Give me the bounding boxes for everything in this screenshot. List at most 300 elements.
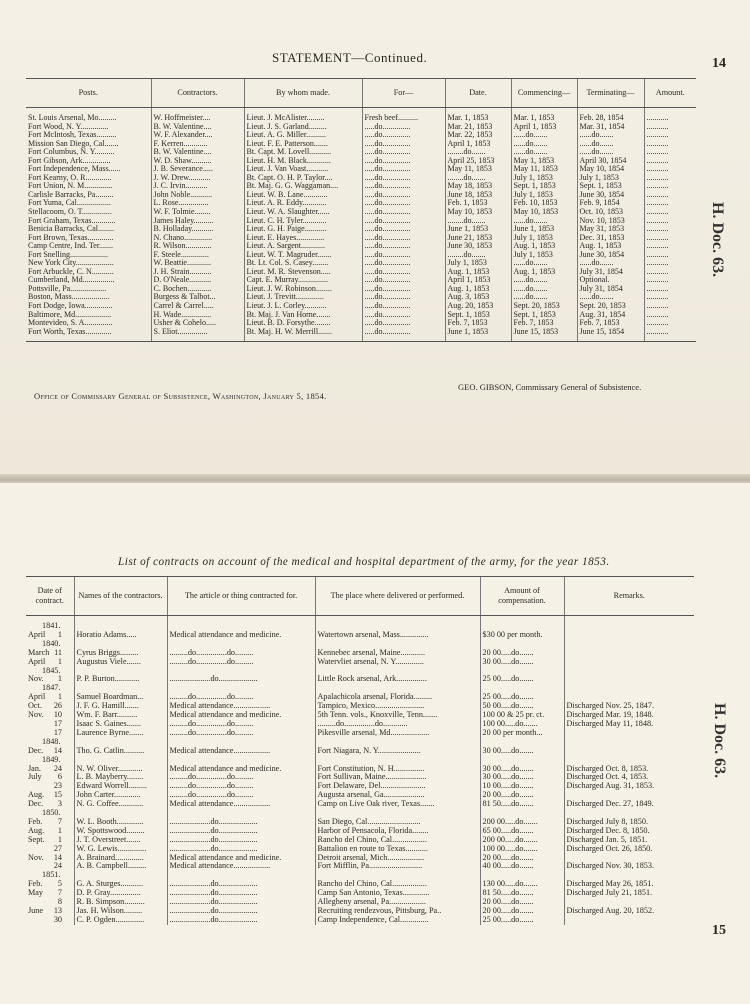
statement-cell: Lieut. J. Trevitt..............	[244, 293, 362, 302]
contract-row	[26, 693, 694, 702]
statement-cell: April 25, 1853	[445, 157, 511, 166]
statement-cell: June 15, 1853	[511, 328, 577, 342]
contract-remarks: Discharged Mar. 19, 1848.	[564, 711, 694, 720]
statement-cell: Lieut. J. Van Voast...........	[244, 165, 362, 174]
statement-cell: Montevideo, S. A..............	[28, 319, 113, 328]
statement-cell: Aug. 1, 1853	[445, 285, 511, 294]
statement-cell: .....do..............	[362, 259, 445, 268]
contract-amount: 30 00.....do.......	[480, 773, 564, 782]
contract-day: 17	[53, 728, 62, 737]
statement-cell: Mar. 21, 1853	[445, 123, 511, 132]
contract-day: 1	[57, 693, 62, 702]
contract-remarks: Discharged Dec. 27, 1849.	[564, 800, 694, 809]
contract-name: Tho. G. Catlin..........	[74, 747, 167, 756]
statement-cell: June 30, 1854	[577, 191, 644, 200]
statement-cell: ...........	[644, 251, 696, 260]
statement-cell: June 15, 1854	[577, 328, 644, 342]
contract-amount: 20 00.....do.......	[480, 907, 564, 916]
contract-remarks	[564, 649, 694, 658]
contract-row	[26, 800, 694, 809]
contract-amount: 40 00.....do.......	[480, 862, 564, 871]
empty-cell	[315, 738, 480, 747]
contract-article: ....................do...................	[167, 675, 315, 684]
contract-place: Detroit arsenal, Mich..................	[315, 854, 480, 863]
contract-row	[26, 791, 694, 800]
statement-cell: May 10, 1854	[577, 165, 644, 174]
statement-cell: Optional.	[577, 276, 644, 285]
contract-place: Allegheny arsenal, Pa..................	[315, 898, 480, 907]
statement-row	[26, 148, 696, 157]
signature-line	[458, 382, 641, 392]
contract-amount: 200 00.....do.......	[480, 818, 564, 827]
statement-row	[26, 259, 696, 268]
contracts-col-header: Remarks.	[564, 577, 694, 616]
contract-amount: 100 00.....do.......	[480, 720, 564, 729]
statement-cell: Feb. 7, 1853	[445, 319, 511, 328]
statement-cell: J. H. Strain...........	[151, 268, 244, 277]
statement-cell: July 1, 1853	[511, 174, 577, 183]
statement-cell: ........do.......	[445, 217, 511, 226]
contract-date	[26, 675, 74, 684]
contract-article: .........do...............do.........	[167, 649, 315, 658]
statement-cell: Lieut. J. W. Robinson........	[244, 285, 362, 294]
statement-cell: .....do..............	[362, 268, 445, 277]
statement-cell: Aug. 1, 1853	[511, 268, 577, 277]
contract-date	[26, 854, 74, 863]
statement-cell: July 31, 1854	[577, 268, 644, 277]
contract-date	[26, 747, 74, 756]
contract-date	[26, 845, 74, 854]
contract-amount: 100 00.....do.......	[480, 845, 564, 854]
contract-year: 1841.	[42, 621, 61, 630]
empty-cell	[480, 684, 564, 693]
contract-month: Nov.	[28, 675, 44, 684]
statement-cell: Sept. 20, 1853	[511, 302, 577, 311]
contract-remarks: Discharged Oct. 8, 1853.	[564, 765, 694, 774]
statement-cell: Fort Gibson, Ark..............	[28, 156, 111, 165]
contract-day: 15	[53, 791, 62, 800]
statement-cell: ...........	[644, 242, 696, 251]
contract-date	[26, 658, 74, 667]
statement-cell: Lieut. E. Hayes..............	[244, 234, 362, 243]
contract-article: .........do...............do.........	[167, 729, 315, 738]
contract-month: Nov.	[28, 853, 44, 862]
contract-row	[26, 658, 694, 667]
statement-cell: Lieut. B. D. Forsythe........	[244, 319, 362, 328]
statement-cell: April 1, 1853	[445, 140, 511, 149]
statement-cell: June 21, 1853	[445, 234, 511, 243]
statement-cell: ......do.......	[577, 259, 644, 268]
contract-date	[26, 693, 74, 702]
contract-article: .........do...............do.........	[167, 782, 315, 791]
contract-article: .........do...............do.........	[167, 791, 315, 800]
contract-article: ....................do...................	[167, 898, 315, 907]
statement-cell: ......do.......	[511, 131, 577, 140]
contract-article: ....................do...................	[167, 889, 315, 898]
contract-month: May	[28, 889, 44, 898]
empty-cell	[480, 616, 564, 631]
contract-place: Tampico, Mexico........................	[315, 702, 480, 711]
statement-page	[0, 0, 750, 478]
statement-cell: J. C. Irvin...........	[151, 182, 244, 191]
statement-cell: ...........	[644, 148, 696, 157]
statement-cell: Fort Brown, Texas.............	[28, 233, 114, 242]
statement-cell: W. Beattie............	[151, 259, 244, 268]
contract-place: Recruiting rendezvous, Pittsburg, Pa..	[315, 907, 480, 916]
contract-remarks: Discharged May 11, 1848.	[564, 720, 694, 729]
contract-month: April	[28, 630, 46, 639]
statement-cell: Burgess & Talbot...	[151, 293, 244, 302]
statement-cell: Lieut. W. A. Slaughter......	[244, 208, 362, 217]
statement-cell: Usher & Cohelo.....	[151, 319, 244, 328]
contract-name: Wm. F. Barr..........	[74, 711, 167, 720]
statement-row	[26, 251, 696, 260]
contract-day: 26	[53, 702, 62, 711]
statement-cell: Oct. 10, 1853	[577, 208, 644, 217]
statement-row	[26, 311, 696, 320]
statement-cell: ...........	[644, 140, 696, 149]
year-row	[26, 738, 694, 747]
contract-name: John Carter.............	[74, 791, 167, 800]
contract-date	[26, 818, 74, 827]
contract-place: Apalachicola arsenal, Florida.........	[315, 693, 480, 702]
contract-day: 8	[57, 898, 62, 907]
statement-cell: Fort Dodge, Iowa..............	[28, 302, 113, 311]
statement-cell: .....do..............	[362, 328, 445, 342]
statement-cell: W. F. Tolmie........	[151, 208, 244, 217]
statement-cell: .....do..............	[362, 140, 445, 149]
contract-amount: 30 00.....do.......	[480, 747, 564, 756]
contract-amount: 25 00.....do.......	[480, 675, 564, 684]
contract-remarks	[564, 631, 694, 640]
contract-row	[26, 818, 694, 827]
statement-cell: Fort Snelling...................	[28, 250, 109, 259]
statement-cell: W. D. Shaw..........	[151, 157, 244, 166]
contract-name: Augustus Viele.......	[74, 658, 167, 667]
contracts-col-header: Names of the contractors.	[74, 577, 167, 616]
statement-cell: L. Rose...............	[151, 199, 244, 208]
contract-article: .........do...............do.........	[167, 720, 315, 729]
statement-title: STATEMENT—Continued.	[272, 50, 428, 65]
contract-day: 24	[53, 764, 62, 773]
contract-place: Augusta arsenal, Ga....................	[315, 791, 480, 800]
year-row	[26, 809, 694, 818]
statement-cell: .....do..............	[362, 311, 445, 320]
statement-cell: Fort Union, N. M..............	[28, 182, 113, 191]
contract-row	[26, 711, 694, 720]
page-number-15: 15	[712, 923, 726, 938]
contract-month: Aug.	[28, 826, 45, 835]
contract-article: ....................do...................	[167, 907, 315, 916]
contract-date	[26, 907, 74, 916]
statement-cell: .....do..............	[362, 174, 445, 183]
contract-amount: 20 00.....do.......	[480, 649, 564, 658]
statement-row	[26, 328, 696, 342]
statement-cell: W. F. Alexander....	[151, 131, 244, 140]
statement-cell: Lieut. M. R. Stevenson.....	[244, 268, 362, 277]
statement-cell: July 1, 1853	[511, 191, 577, 200]
contract-remarks: Discharged July 8, 1850.	[564, 818, 694, 827]
statement-row	[26, 165, 696, 174]
statement-cell: April 30, 1854	[577, 157, 644, 166]
contract-article: Medical attendance and medicine.	[167, 711, 315, 720]
contracts-col-header: Date of contract.	[26, 577, 74, 616]
statement-cell: Baltimore, Md..................	[28, 310, 112, 319]
contract-place: Fort Mifflin, Pa..........................	[315, 862, 480, 871]
statement-cell: April 1, 1853	[445, 276, 511, 285]
contract-place: Rancho del Chino, Cal.................	[315, 880, 480, 889]
statement-cell: .....do..............	[362, 225, 445, 234]
empty-cell	[564, 684, 694, 693]
statement-cell: ......do.......	[577, 148, 644, 157]
statement-cell: Stellacoom, O. T...............	[28, 208, 112, 217]
statement-cell: May 10, 1853	[445, 208, 511, 217]
statement-cell: Feb. 1, 1853	[445, 199, 511, 208]
statement-cell: Lieut. J. L. Corley...........	[244, 302, 362, 311]
statement-col-header: Posts.	[26, 79, 151, 108]
contract-day: 1	[57, 630, 62, 639]
contract-article: Medical attendance..................	[167, 702, 315, 711]
statement-cell: Benicia Barracks, Cal........	[28, 225, 114, 234]
side-header-bottom: H. Doc. 63.	[711, 703, 728, 779]
contract-day: 7	[57, 817, 62, 826]
statement-cell: July 1, 1853	[511, 251, 577, 260]
contract-month: Feb.	[28, 817, 43, 826]
empty-cell	[480, 871, 564, 880]
contract-date	[26, 711, 74, 720]
contract-day: 1	[57, 675, 62, 684]
empty-cell	[167, 871, 315, 880]
statement-cell: Carrel & Carrel.....	[151, 302, 244, 311]
statement-cell: ...........	[644, 225, 696, 234]
contract-amount: 30 00.....do.......	[480, 765, 564, 774]
contract-name: R. B. Simpson..........	[74, 898, 167, 907]
statement-cell: ...........	[644, 268, 696, 277]
statement-cell: .....do..............	[362, 242, 445, 251]
contract-article: Medical attendance..................	[167, 862, 315, 871]
contract-row	[26, 827, 694, 836]
statement-cell: ...........	[644, 285, 696, 294]
contract-day: 30	[53, 915, 62, 924]
contract-place: San Diego, Cal..........................	[315, 818, 480, 827]
statement-cell: D. O'Neale...........	[151, 276, 244, 285]
statement-row	[26, 285, 696, 294]
statement-cell: .....do..............	[362, 293, 445, 302]
statement-cell: Lieut. H. M. Black............	[244, 157, 362, 166]
contract-remarks: Discharged Oct. 26, 1850.	[564, 845, 694, 854]
statement-row	[26, 157, 696, 166]
contract-day: 5	[57, 880, 62, 889]
empty-cell	[167, 809, 315, 818]
empty-cell	[315, 640, 480, 649]
statement-cell: ......do.......	[511, 285, 577, 294]
contract-amount: 65 00.....do.......	[480, 827, 564, 836]
statement-row	[26, 293, 696, 302]
statement-cell: .....do..............	[362, 165, 445, 174]
contract-day: 11	[54, 648, 62, 657]
statement-row	[26, 225, 696, 234]
contracts-table	[26, 576, 694, 925]
contract-name: A. Brainard..............	[74, 854, 167, 863]
contract-article: Medical attendance and medicine.	[167, 854, 315, 863]
statement-cell: .....do..............	[362, 276, 445, 285]
contract-name: Isaac S. Gaines.......	[74, 720, 167, 729]
contract-month: March	[28, 648, 50, 657]
statement-cell: St. Louis Arsenal, Mo.........	[28, 113, 117, 122]
year-row	[26, 640, 694, 649]
empty-cell	[480, 667, 564, 676]
contract-date	[26, 827, 74, 836]
statement-cell: Feb. 7, 1853	[511, 319, 577, 328]
statement-row	[26, 217, 696, 226]
contract-article: ....................do...................	[167, 836, 315, 845]
contract-month: Jan.	[28, 764, 41, 773]
contract-place: Fort Delaware, Del......................	[315, 782, 480, 791]
contract-row	[26, 649, 694, 658]
contract-row	[26, 916, 694, 925]
statement-cell: .....do..............	[362, 182, 445, 191]
statement-cell: Fort McIntosh, Texas..........	[28, 131, 117, 140]
contract-place: Watertown arsenal, Mass..............	[315, 631, 480, 640]
statement-cell: .....do..............	[362, 319, 445, 328]
statement-row	[26, 123, 696, 132]
statement-cell: Aug. 1, 1853	[577, 242, 644, 251]
statement-cell: ...........	[644, 302, 696, 311]
statement-cell: May 18, 1853	[445, 182, 511, 191]
contract-place: Fort Sullivan, Maine....................	[315, 773, 480, 782]
statement-cell: Fresh beef..........	[362, 108, 445, 123]
statement-cell: July 1, 1853	[445, 259, 511, 268]
contract-day: 6	[57, 773, 62, 782]
contract-amount: 50 00.....do.......	[480, 702, 564, 711]
contract-article: Medical attendance..................	[167, 747, 315, 756]
contract-name: J. T. Overstreet.......	[74, 836, 167, 845]
empty-cell	[167, 667, 315, 676]
statement-cell: .....do..............	[362, 234, 445, 243]
contract-amount: 20 00 per month...	[480, 729, 564, 738]
statement-row	[26, 319, 696, 328]
statement-cell: June 1, 1853	[445, 225, 511, 234]
statement-cell: .....do..............	[362, 199, 445, 208]
statement-cell: .....do..............	[362, 157, 445, 166]
contract-amount: 81 50.....do.......	[480, 889, 564, 898]
contract-remarks: Discharged Aug. 20, 1852.	[564, 907, 694, 916]
contract-amount: 20 00.....do.......	[480, 791, 564, 800]
statement-cell: ...........	[644, 131, 696, 140]
contract-name: Samuel Boardman...	[74, 693, 167, 702]
contract-row	[26, 880, 694, 889]
statement-cell: ......do.......	[577, 140, 644, 149]
statement-cell: ...........	[644, 157, 696, 166]
contract-row	[26, 862, 694, 871]
contract-place: Battalion en route to Texas...........	[315, 845, 480, 854]
contract-day: 1	[57, 826, 62, 835]
statement-cell: Pottsville, Pa..................	[28, 284, 107, 293]
statement-cell: ...........	[644, 191, 696, 200]
statement-cell: Feb. 10, 1853	[511, 199, 577, 208]
contract-amount: 81 50.....do.......	[480, 800, 564, 809]
statement-cell: Bt. Capt. M. Lovell...........	[244, 148, 362, 157]
contract-article: ....................do...................	[167, 880, 315, 889]
statement-cell: ......do.......	[511, 276, 577, 285]
office-line: Office of Commissary General of Subsistence, Washington, January 5, 1854.	[34, 391, 327, 401]
contract-month: April	[28, 657, 46, 666]
statement-cell: ...........	[644, 174, 696, 183]
contract-date	[26, 720, 74, 729]
statement-cell: ...........	[644, 234, 696, 243]
statement-cell: ......do.......	[511, 140, 577, 149]
statement-cell: Feb. 7, 1853	[577, 319, 644, 328]
empty-cell	[167, 616, 315, 631]
statement-cell: Fort Yuma, Cal.................	[28, 199, 111, 208]
statement-cell: B. W. Valentine....	[151, 148, 244, 157]
contract-date	[26, 782, 74, 791]
statement-cell: Camp Centre, Ind. Ter.......	[28, 242, 114, 251]
contract-row	[26, 773, 694, 782]
contract-month: Feb.	[28, 880, 43, 889]
statement-cell: May 31, 1853	[577, 225, 644, 234]
statement-cell: Nov. 10, 1853	[577, 217, 644, 226]
empty-cell	[480, 756, 564, 765]
contract-amount: 130 00.....do.......	[480, 880, 564, 889]
contract-row	[26, 782, 694, 791]
contract-date	[26, 702, 74, 711]
statement-cell: Lieut. W. T. Magruder.......	[244, 251, 362, 260]
statement-cell: New York City...................	[28, 259, 114, 268]
contract-place: Watervliet arsenal, N. Y..............	[315, 658, 480, 667]
statement-col-header: Contractors.	[151, 79, 244, 108]
contract-place: Rancho del Chino, Cal.................	[315, 836, 480, 845]
contract-place: .........do...............do............	[315, 720, 480, 729]
contract-row	[26, 836, 694, 845]
contract-month: Dec.	[28, 800, 44, 809]
contract-day: 3	[57, 800, 62, 809]
statement-cell: Lieut. F. E. Patterson.......	[244, 140, 362, 149]
contract-year: 1849.	[42, 755, 61, 764]
statement-cell: Cumberland, Md................	[28, 276, 115, 285]
empty-cell	[564, 756, 694, 765]
statement-cell: ...........	[644, 108, 696, 123]
empty-cell	[74, 756, 167, 765]
contract-remarks	[564, 916, 694, 925]
statement-row	[26, 174, 696, 183]
statement-cell: F. Steele..............	[151, 251, 244, 260]
statement-cell: ......do.......	[511, 259, 577, 268]
statement-cell: Bt. Maj. J. Van Horne.......	[244, 311, 362, 320]
statement-cell: Sept. 20, 1853	[577, 302, 644, 311]
contract-article: Medical attendance and medicine.	[167, 631, 315, 640]
contracts-title: List of contracts on account of the medical and hospital department of the army, for the year 1853.	[118, 556, 610, 568]
statement-cell: Lieut. A. G. Miller..........	[244, 131, 362, 140]
year-row	[26, 756, 694, 765]
statement-cell: ........do.......	[445, 251, 511, 260]
statement-cell: Bt. Maj. H. W. Merrill.......	[244, 328, 362, 342]
statement-cell: .....do..............	[362, 217, 445, 226]
statement-cell: C. Bochen............	[151, 285, 244, 294]
year-row	[26, 871, 694, 880]
contract-row	[26, 702, 694, 711]
contract-name: W. G. Lewis..............	[74, 845, 167, 854]
contract-place: Pikesville arsenal, Md...................	[315, 729, 480, 738]
statement-row	[26, 234, 696, 243]
contract-remarks: Discharged Oct. 4, 1853.	[564, 773, 694, 782]
statement-cell: ...........	[644, 165, 696, 174]
contract-date	[26, 649, 74, 658]
contract-row	[26, 631, 694, 640]
contract-day: 24	[53, 862, 62, 871]
contract-remarks: Discharged Dec. 8, 1850.	[564, 827, 694, 836]
contract-month: June	[28, 907, 44, 915]
